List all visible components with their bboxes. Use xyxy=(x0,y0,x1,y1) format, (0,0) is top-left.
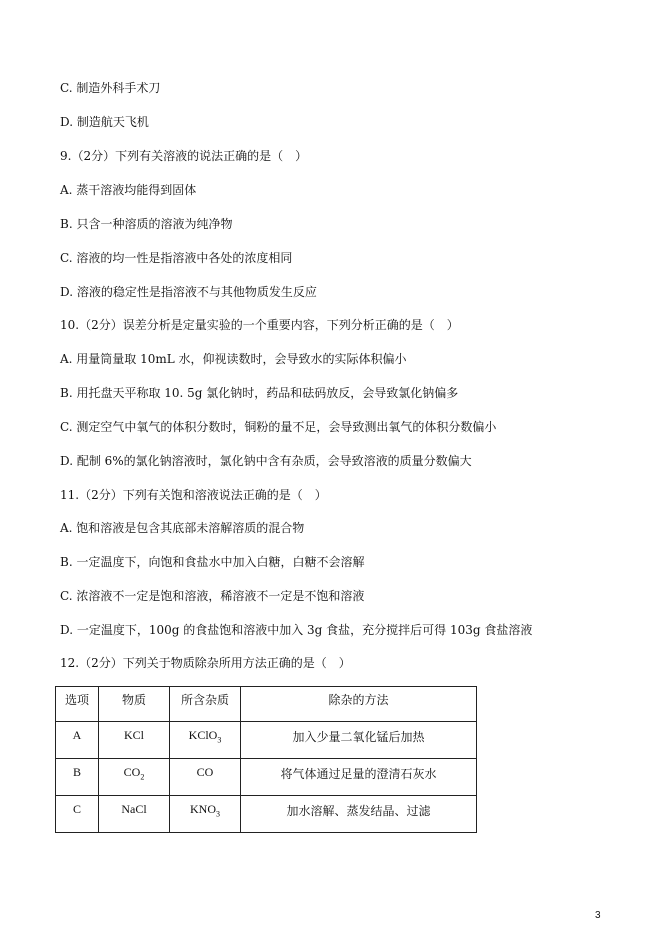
option-line: B. 一定温度下，向饱和食盐水中加入白糖，白糖不会溶解 xyxy=(60,555,365,569)
table-row xyxy=(56,722,477,759)
page-number: 3 xyxy=(595,910,601,921)
table-row xyxy=(56,759,477,796)
question-stem: 11.（2分）下列有关饱和溶液说法正确的是（ ） xyxy=(60,488,327,502)
substance-cell: $CO_2$ xyxy=(99,759,170,796)
option-line: C. 浓溶液不一定是饱和溶液，稀溶液不一定是不饱和溶液 xyxy=(60,589,365,603)
impurity-cell: $KNO_3$ xyxy=(170,796,241,833)
method-cell: 加入少量二氧化锰后加热 xyxy=(241,722,477,759)
option-line: D. 溶液的稳定性是指溶液不与其他物质发生反应 xyxy=(60,285,317,299)
impurity-removal-table xyxy=(55,686,477,833)
substance-cell: KCl xyxy=(99,722,170,759)
header-cell: 选项 xyxy=(56,687,99,722)
header-cell: 除杂的方法 xyxy=(241,687,477,722)
option-line: C. 制造外科手术刀 xyxy=(60,81,161,95)
table-header-row xyxy=(56,687,477,722)
table-row xyxy=(56,796,477,833)
impurity-cell: CO xyxy=(170,759,241,796)
option-line: A. 饱和溶液是包含其底部未溶解溶质的混合物 xyxy=(60,521,305,535)
option-line: A. 蒸干溶液均能得到固体 xyxy=(60,183,197,197)
impurity-cell: KClO$_3$ xyxy=(170,722,241,759)
option-cell: B xyxy=(56,759,99,796)
option-line: B. 只含一种溶质的溶液为纯净物 xyxy=(60,217,233,231)
option-line: C. 溶液的均一性是指溶液中各处的浓度相同 xyxy=(60,251,293,265)
question-stem: 12.（2分）下列关于物质除杂所用方法正确的是（ ） xyxy=(60,656,351,670)
option-line: D. 配制 6%的氯化钠溶液时，氯化钠中含有杂质，会导致溶液的质量分数偏大 xyxy=(60,454,472,468)
substance-cell: NaCl xyxy=(99,796,170,833)
header-cell: 物质 xyxy=(99,687,170,722)
option-cell: C xyxy=(56,796,99,833)
option-line: D. 一定温度下，100g 的食盐饱和溶液中加入 3g 食盐，充分搅拌后可得 103g 食盐溶液 xyxy=(60,623,533,637)
method-cell: 加水溶解、蒸发结晶、过滤 xyxy=(241,796,477,833)
method-cell: 将气体通过足量的澄清石灰水 xyxy=(241,759,477,796)
question-stem: 10.（2分）误差分析是定量实验的一个重要内容，下列分析正确的是（ ） xyxy=(60,318,459,332)
option-cell: A xyxy=(56,722,99,759)
option-line: B. 用托盘天平称取 10. 5g 氯化钠时，药品和砝码放反，会导致氯化钠偏多 xyxy=(60,386,459,400)
header-cell: 所含杂质 xyxy=(170,687,241,722)
option-line: A. 用量筒量取 10mL 水，仰视读数时，会导致水的实际体积偏小 xyxy=(60,352,407,366)
option-line: C. 测定空气中氧气的体积分数时，铜粉的量不足，会导致测出氧气的体积分数偏小 xyxy=(60,420,497,434)
option-line: D. 制造航天飞机 xyxy=(60,115,149,129)
question-stem: 9.（2分）下列有关溶液的说法正确的是（ ） xyxy=(60,149,308,163)
